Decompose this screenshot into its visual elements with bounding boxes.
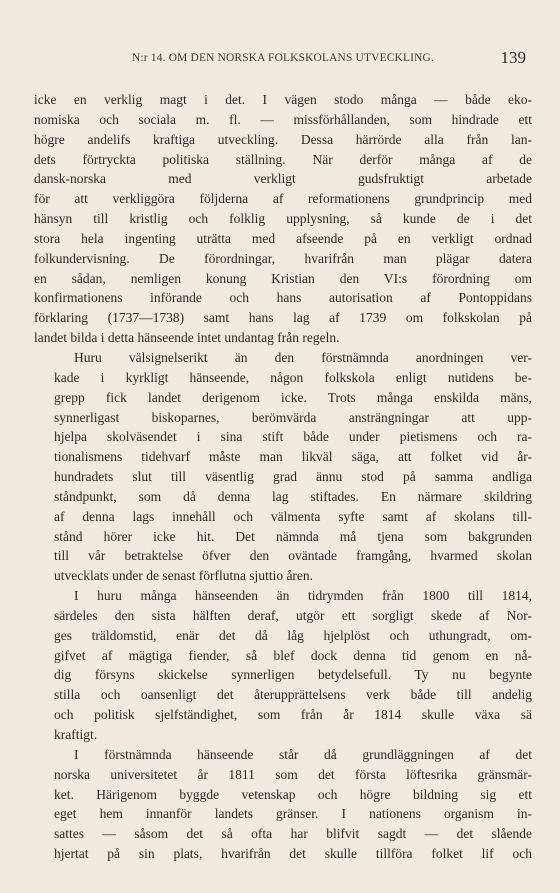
text-line: till vår betraktelse öfver den oväntade framgång, hvarmed skolan xyxy=(54,548,532,564)
text-line: tionalismens tidehvarf måste man likväl säga, att folket vid år- xyxy=(54,449,532,465)
text-line: gifvet af mägtiga fiender, så blef dock denna tid genom en nå- xyxy=(54,647,532,663)
text-line: eget hem innanför landets gränser. I nationens organism in- xyxy=(54,806,532,822)
text-line: konfirmationens införande och hans autorisation af Pontoppidans xyxy=(34,290,532,306)
paragraph-2 xyxy=(34,348,532,586)
text-line: förklaring (1737—1738) samt hans lag af 1739 om folkskolan på xyxy=(34,310,532,326)
text-line: nomiska och sociala m. fl. — missförhållanden, som hindrade ett xyxy=(34,111,532,127)
text-line: högre andelifs kraftiga utveckling. Dessa härrörde alla från lan- xyxy=(34,131,532,147)
text-line: af denna lags innehåll och välmenta syfte samt af skolans till- xyxy=(54,508,532,524)
text-line: sattes — såsom det så ofta har blifvit sagdt — det slående xyxy=(54,826,532,842)
text-line: dig försyns skickelse synnerligen betydelsefull. Ty nu begynte xyxy=(54,667,532,683)
running-head xyxy=(34,48,532,70)
text-line: särdeles den sista hälften deraf, utgör ett sorgligt skede af Nor- xyxy=(54,607,532,623)
text-line: hundradets slut till väsentlig grad ännu stod på samma andliga xyxy=(54,469,532,485)
text-line: kraftigt. xyxy=(54,727,98,742)
text-line: stora hela ingenting uträtta med afseende på en verkligt ordnad xyxy=(34,230,532,246)
text-line: dets förtryckta politiska ställning. När derför många af de xyxy=(34,151,532,167)
paragraph-1 xyxy=(34,90,532,348)
text-line: stånd hörer icke hit. Det nämnda må tjena som bakgrunden xyxy=(54,528,532,544)
text-line: synnerligast biskoparnes, berömvärda ansträngningar att upp- xyxy=(54,409,532,425)
text-line: kade i kyrkligt hänseende, någon folkskola enligt nutidens be- xyxy=(54,369,532,385)
text-line: ket. Härigenom byggde vetenskap och högre bildning sig ett xyxy=(54,786,532,802)
text-line: dansk-norska med verkligt gudsfruktigt arbetade xyxy=(34,171,532,187)
text-line: för att verkliggöra följderna af reformationens grundprincip med xyxy=(34,191,532,207)
text-line: grepp fick landet derigenom icke. Trots många enskilda mäns, xyxy=(54,389,532,405)
text-line: och politisk sjelfständighet, som från år 1814 skulle växa sä xyxy=(54,707,532,723)
text-line: I förstnämnda hänseende står då grundläggningen af det xyxy=(74,746,532,762)
text-line: icke en verklig magt i det. I vägen stodo många — både eko- xyxy=(34,92,532,107)
text-line: hjelpa skolväsendet i sina stift både under pietismens och ra- xyxy=(54,429,532,445)
text-line: Huru välsignelserikt än den förstnämnda anordningen ver- xyxy=(74,349,532,365)
paragraph-4 xyxy=(34,745,532,864)
text-line: ges träldomstid, enär det då låg hjelplöst och uthungradt, om- xyxy=(54,627,532,643)
text-line: norska universitetet år 1811 som det första löftesrika gränsmär- xyxy=(54,766,532,782)
text-line: en sådan, nemligen konung Kristian den VI:s förordning om xyxy=(34,270,532,286)
text-line: ståndpunkt, som då denna lag stiftades. En närmare skildring xyxy=(54,488,532,504)
text-line: landet bilda i detta hänseende intet undantag från regeln. xyxy=(34,330,340,346)
text-line: hänsyn till kristlig och folklig upplysning, så kunde de i det xyxy=(34,211,532,227)
text-line: stilla och oansenligt det återupprättelsens verk både till andelig xyxy=(54,687,532,703)
running-title: N:r 14. OM DEN NORSKA FOLKSKOLANS UTVECKLING. xyxy=(132,52,434,64)
text-line: utvecklats under de senast förflutna sjuttio åren. xyxy=(54,568,314,584)
text-line: hjertat på sin plats, hvarifrån det skulle tillföra folket lif och xyxy=(54,846,532,862)
text-line: folkundervisning. De förordningar, hvarifrån man plägar datera xyxy=(34,250,532,266)
page-number: 139 xyxy=(500,48,526,67)
body-text xyxy=(34,90,532,864)
text-line: I huru många hänseenden än tidrymden från 1800 till 1814, xyxy=(74,588,532,604)
paragraph-3 xyxy=(34,586,532,745)
